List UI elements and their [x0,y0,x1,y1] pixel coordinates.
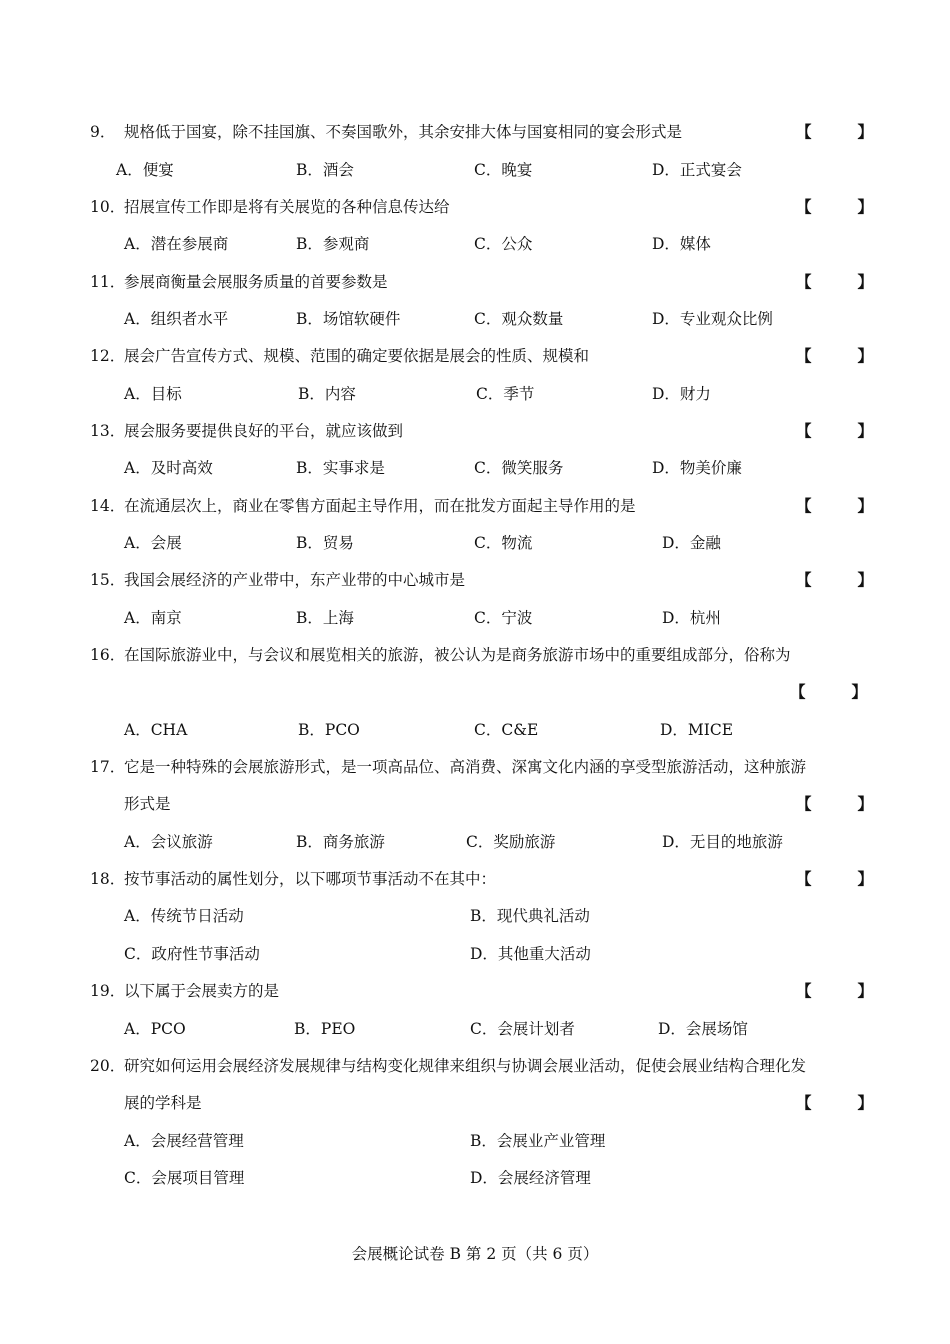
option-d: D．物美价廉 [652,459,742,477]
question-number: 11． [90,273,126,291]
answer-bracket-row [0,680,950,704]
options-row [0,942,950,966]
question-number: 20． [90,1057,126,1075]
answer-bracket: 【 】 [796,421,874,440]
question-19 [0,979,950,1003]
options-row [0,1166,950,1190]
option-c: C．会展项目管理 [124,1169,245,1187]
option-a: A．组织者水平 [124,310,229,328]
question-stem: 在国际旅游业中，与会议和展览相关的旅游，被公认为是商务旅游市场中的重要组成部分，俗称为 [124,646,791,664]
option-a: A．传统节日活动 [124,907,244,925]
question-number: 15． [90,571,126,589]
option-d: D．媒体 [652,235,711,253]
option-c: C．宁波 [474,609,533,627]
option-b: B．商务旅游 [296,833,385,851]
question-stem: 展会广告宣传方式、规模、范围的确定要依据是展会的性质、规模和 [124,347,590,365]
options-row [0,718,950,742]
question-stem: 按节事活动的属性划分，以下哪项节事活动不在其中： [124,870,497,888]
options-row [0,158,950,182]
question-stem: 以下属于会展卖方的是 [124,982,280,1000]
question-stem: 它是一种特殊的会展旅游形式，是一项高品位、高消费、深寓文化内涵的享受型旅游活动，这种旅游 [124,758,807,776]
question-stem: 我国会展经济的产业带中，东产业带的中心城市是 [124,571,466,589]
option-c: C．奖励旅游 [466,833,556,851]
option-c: C．政府性节事活动 [124,945,260,963]
question-9 [0,120,950,144]
answer-bracket: 【 】 [796,981,874,1000]
question-12 [0,344,950,368]
option-d: D．专业观众比例 [652,310,773,328]
question-number: 10． [90,198,126,216]
options-row [0,232,950,256]
question-number: 14． [90,497,126,515]
option-c: C．公众 [474,235,533,253]
question-16 [0,643,950,667]
question-18 [0,867,950,891]
question-15 [0,568,950,592]
question-11 [0,270,950,294]
page-footer: 会展概论试卷 B 第 2 页（共 6 页） [351,1245,599,1263]
options-row [0,382,950,406]
question-20 [0,1054,950,1078]
option-d: D．财力 [652,385,711,403]
option-b: B．内容 [298,385,356,403]
question-stem: 规格低于国宴，除不挂国旗、不奏国歌外，其余安排大体与国宴相同的宴会形式是 [124,123,683,141]
option-b: B．参观商 [296,235,370,253]
question-number: 19． [90,982,126,1000]
option-b: B．场馆软硬件 [296,310,401,328]
question-number: 17． [90,758,126,776]
option-a: A．会议旅游 [124,833,213,851]
question-number: 13． [90,422,126,440]
option-c: C．季节 [476,385,535,403]
answer-bracket: 【 】 [796,869,874,888]
question-stem-continued: 展的学科是 [124,1094,202,1112]
answer-bracket: 【 】 [790,682,868,701]
question-13 [0,419,950,443]
question-17 [0,755,950,779]
option-d: D．会展场馆 [658,1020,748,1038]
option-b: B．酒会 [296,161,354,179]
options-row [0,904,950,928]
options-row [0,830,950,854]
options-row [0,1129,950,1153]
options-row [0,456,950,480]
option-a: A．及时高效 [124,459,213,477]
option-a: A．会展经营管理 [124,1132,244,1150]
answer-bracket: 【 】 [796,496,874,515]
option-d: D．其他重大活动 [470,945,591,963]
option-d: D．MICE [660,721,734,739]
option-d: D．无目的地旅游 [662,833,783,851]
option-a: A．目标 [124,385,182,403]
option-a: A．PCO [124,1020,186,1038]
option-b: B．PEO [294,1020,356,1038]
option-c: C．观众数量 [474,310,564,328]
answer-bracket: 【 】 [796,1093,874,1112]
option-a: A．会展 [124,534,182,552]
question-17-continued [0,792,950,816]
option-b: B．贸易 [296,534,354,552]
options-row [0,1017,950,1041]
option-a: A．南京 [124,609,182,627]
option-d: D．金融 [662,534,721,552]
question-number: 9． [90,123,116,141]
option-d: D．正式宴会 [652,161,742,179]
option-b: B．现代典礼活动 [470,907,590,925]
option-d: D．会展经济管理 [470,1169,591,1187]
option-c: C．晚宴 [474,161,533,179]
option-a: A．潜在参展商 [124,235,229,253]
question-stem: 研究如何运用会展经济发展规律与结构变化规律来组织与协调会展业活动，促使会展业结构合理化发 [124,1057,807,1075]
options-row [0,606,950,630]
option-d: D．杭州 [662,609,721,627]
question-14 [0,494,950,518]
question-number: 12． [90,347,126,365]
answer-bracket: 【 】 [796,122,874,141]
question-number: 16． [90,646,126,664]
option-b: B．实事求是 [296,459,385,477]
question-stem: 招展宣传工作即是将有关展览的各种信息传达给 [124,198,450,216]
answer-bracket: 【 】 [796,197,874,216]
answer-bracket: 【 】 [796,272,874,291]
question-stem: 参展商衡量会展服务质量的首要参数是 [124,273,388,291]
answer-bracket: 【 】 [796,794,874,813]
answer-bracket: 【 】 [796,346,874,365]
option-b: B．上海 [296,609,354,627]
question-stem: 展会服务要提供良好的平台，就应该做到 [124,422,404,440]
option-c: C．微笑服务 [474,459,564,477]
question-number: 18． [90,870,126,888]
question-stem: 在流通层次上，商业在零售方面起主导作用，而在批发方面起主导作用的是 [124,497,636,515]
option-a: A．便宴 [116,161,174,179]
question-20-continued [0,1091,950,1115]
question-stem-continued: 形式是 [124,795,171,813]
option-c: C．会展计划者 [470,1020,575,1038]
option-c: C．物流 [474,534,533,552]
option-a: A．CHA [124,721,188,739]
answer-bracket: 【 】 [796,570,874,589]
options-row [0,307,950,331]
option-b: B．会展业产业管理 [470,1132,606,1150]
question-10 [0,195,950,219]
options-row [0,531,950,555]
option-b: B．PCO [298,721,360,739]
option-c: C．C&E [474,721,539,739]
